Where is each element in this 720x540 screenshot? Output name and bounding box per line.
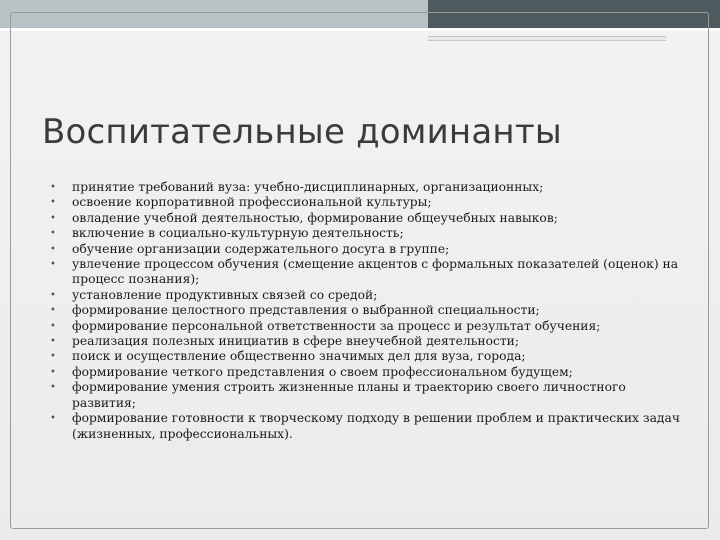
list-item <box>50 349 690 364</box>
list-item-text: формирование готовности к творческому подходу в решении проблем и практических задач (жизненных, профессиональных). <box>72 411 680 441</box>
bullet-icon: • <box>50 197 56 209</box>
list-item-text: поиск и осуществление общественно значимых дел для вуза, города; <box>72 349 526 364</box>
list-item <box>50 411 690 442</box>
list-item-text: формирование персональной ответственности за процесс и результат обучения; <box>72 318 601 333</box>
list-item-text: овладение учебной деятельностью, формирование общеучебных навыков; <box>72 210 558 225</box>
list-item-text: формирование умения строить жизненные планы и траекторию своего личностного развития; <box>72 380 626 410</box>
list-item <box>50 226 690 241</box>
bullet-icon: • <box>50 320 56 332</box>
list-item <box>50 257 690 288</box>
list-item-text: формирование целостного представления о выбранной специальности; <box>72 303 540 318</box>
list-item-text: установление продуктивных связей со средой; <box>72 287 378 302</box>
list-item <box>50 365 690 380</box>
bullet-icon: • <box>50 351 56 363</box>
list-item-text: освоение корпоративной профессиональной культуры; <box>72 195 432 210</box>
list-item <box>50 319 690 334</box>
list-item-text: реализация полезных инициатив в сфере внеучебной деятельности; <box>72 334 520 349</box>
list-item-text: увлечение процессом обучения (смещение акцентов с формальных показателей (оценок) на процесс познания); <box>72 257 679 287</box>
list-item <box>50 180 690 195</box>
slide-title: Воспитательные доминанты <box>42 112 562 152</box>
bullet-icon: • <box>50 289 56 301</box>
bullet-icon: • <box>50 413 56 425</box>
bullet-list <box>50 180 690 442</box>
list-item <box>50 195 690 210</box>
bullet-icon: • <box>50 382 56 394</box>
bullet-icon: • <box>50 305 56 317</box>
list-item <box>50 303 690 318</box>
bullet-icon: • <box>50 259 56 271</box>
bullet-icon: • <box>50 212 56 224</box>
list-item <box>50 380 690 411</box>
bullet-icon: • <box>50 182 56 193</box>
bullet-icon: • <box>50 336 56 348</box>
list-item-text: включение в социально-культурную деятельность; <box>72 226 404 241</box>
bullet-icon: • <box>50 243 56 255</box>
bullet-icon: • <box>50 228 56 240</box>
list-item <box>50 211 690 226</box>
list-item <box>50 334 690 349</box>
list-item-text: формирование четкого представления о своем профессиональном будущем; <box>72 364 573 379</box>
accent-bar <box>428 36 666 41</box>
bullet-icon: • <box>50 366 56 378</box>
list-item <box>50 288 690 303</box>
list-item <box>50 242 690 257</box>
list-item-text: принятие требований вуза: учебно-дисциплинарных, организационных; <box>72 180 544 194</box>
list-item-text: обучение организации содержательного досуга в группе; <box>72 241 450 256</box>
